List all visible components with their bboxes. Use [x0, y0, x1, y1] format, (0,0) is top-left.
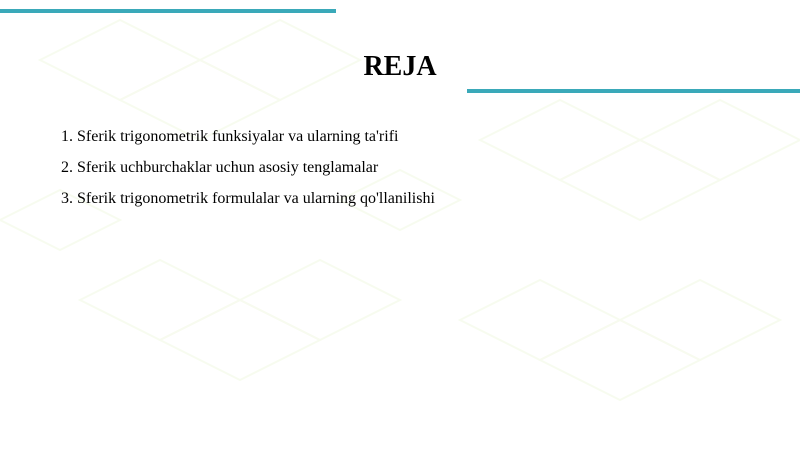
right-accent-bar: [467, 89, 800, 93]
plan-item: [61, 187, 435, 218]
plan-item-number: 1.: [61, 128, 73, 145]
plan-item-number: 3.: [61, 190, 73, 207]
top-accent-bar: [0, 9, 336, 13]
plan-list: [61, 125, 435, 218]
plan-item-number: 2.: [61, 159, 73, 176]
plan-item-text: Sferik uchburchaklar uchun asosiy tenglamalar: [77, 159, 379, 176]
plan-item-text: Sferik trigonometrik formulalar va ularning qo'llanilishi: [77, 190, 435, 207]
slide-title: REJA: [363, 51, 437, 82]
plan-item: [61, 156, 435, 187]
plan-item-text: Sferik trigonometrik funksiyalar va ularning ta'rifi: [77, 128, 399, 145]
plan-item: [61, 125, 435, 156]
